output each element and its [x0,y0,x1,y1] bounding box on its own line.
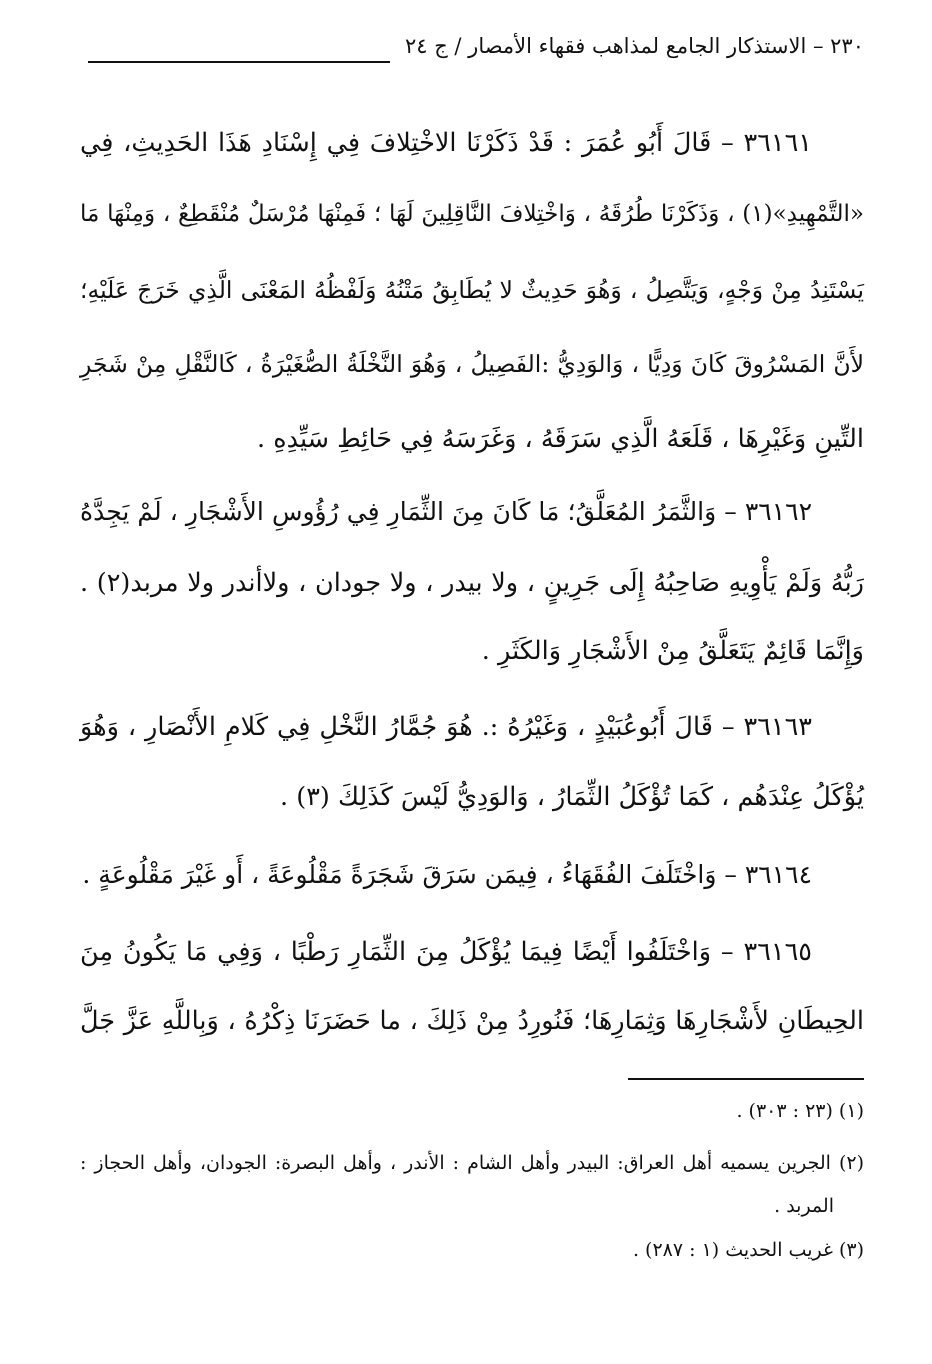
footnote-line: (١) (٢٣ : ٣٠٣) . [736,1100,864,1122]
footnote-line: المربد . [774,1195,834,1217]
paragraph-line: ٣٦١٦١ – قَالَ أَبُو عُمَرَ : قَدْ ذَكَرْنَا الاخْتِلافَ فِي إِسْنَادِ هَذَا الحَدِيثِ، فِي [80,128,812,158]
paragraph-line: يَسْتَنِدُ مِنْ وَجْهٍ، وَيَتَّصِلُ ، وَهُوَ حَدِيثٌ لا يُطَابِقُ مَتْنُهُ وَلَفْظُهُ المَعْنَى الَّذِي خَرَجَ عَلَيْهِ؛ [80,276,864,304]
paragraph-line: ٣٦١٦٥ – وَاخْتَلَفُوا أَيْضًا فِيمَا يُؤْكَلُ مِنَ الثِّمَارِ رَطْبًا ، وَفِي مَا يَكُونُ مِنَ [80,937,812,967]
footnote-separator [628,1078,864,1080]
footnote-line: (٢) الجرين يسميه أهل العراق: البيدر وأهل الشام : الأندر ، وأهل البصرة: الجودان، وأهل الحجاز : [80,1152,864,1174]
paragraph-line: يُؤْكَلُ عِنْدَهُم ، كَمَا تُؤْكَلُ الثِّمَارُ ، وَالوَدِيُّ لَيْسَ كَذَلِكَ (٣) . [280,782,864,812]
paragraph-line: الحِيطَانِ لأَشْجَارِهَا وَثِمَارِهَا؛ فَنُورِدُ مِنْ ذَلِكَ ، ما حَضَرَنَا ذِكْرُهُ ، وَبِاللَّهِ عَزَّ جَلَّ [80,1006,864,1036]
running-header [88,34,864,74]
paragraph-line: وَإِنَّمَا قَائِمٌ يَتَعَلَّقُ مِنْ الأَشْجَارِ وَالكَثَرِ . [481,636,864,666]
header-title: ٢٣٠ – الاستذكار الجامع لمذاهب فقهاء الأمصار / ج ٢٤ [404,34,864,58]
paragraph-line: ٣٦١٦٣ – قَالَ أَبُوعُبَيْدٍ ، وَغَيْرُهُ :. هُوَ جُمَّارُ النَّخْلِ فِي كَلامِ الأَنْصَارِ ، وَهُوَ [80,712,812,742]
paragraph-line: التِّينِ وَغَيْرِهَا ، قَلَعَهُ الَّذِي سَرَقَهُ ، وَغَرَسَهُ فِي حَائِطِ سَيِّدِهِ . [257,424,864,454]
paragraph-line: «التَّمْهِيدِ»(١) ، وَذَكَرْنَا طُرُقَهُ ، وَاخْتِلافَ النَّاقِلِينَ لَهَا ؛ فَمِنْهَا مُرْسَلٌ مُنْقَطِعٌ ، وَمِنْهَا مَا [80,201,864,227]
paragraph-line: لأَنَّ المَسْرُوقَ كَانَ وَدِيًّا ، وَالوَدِيُّ :الفَصِيلُ ، وَهُوَ النَّخْلَةُ الصُّغَيْرَةُ ، كَالنَّقْلِ مِنْ شَجَرِ [80,350,864,378]
paragraph-line: ٣٦١٦٤ – وَاخْتَلَفَ الفُقَهَاءُ ، فِيمَن سَرَقَ شَجَرَةً مَقْلُوعَةً ، أَو غَيْرَ مَقْلُوعَةٍ . [82,860,812,889]
footnote-line: (٣) غريب الحديث (١ : ٢٨٧) . [632,1239,864,1261]
header-rule [88,61,390,63]
paragraph-line: ٣٦١٦٢ – وَالثَّمَرُ المُعَلَّقُ؛ مَا كَانَ مِنَ الثِّمَارِ فِي رُؤُوسِ الأَشْجَارِ ، لَمْ يَجِدَّهُ [80,497,812,526]
paragraph-line: رَبُّهُ وَلَمْ يَأْوِيهِ صَاحِبُهُ إِلَى جَرِينٍ ، ولا بيدر ، ولا جودان ، ولاأندر ولا مربد(٢) . [80,568,864,598]
